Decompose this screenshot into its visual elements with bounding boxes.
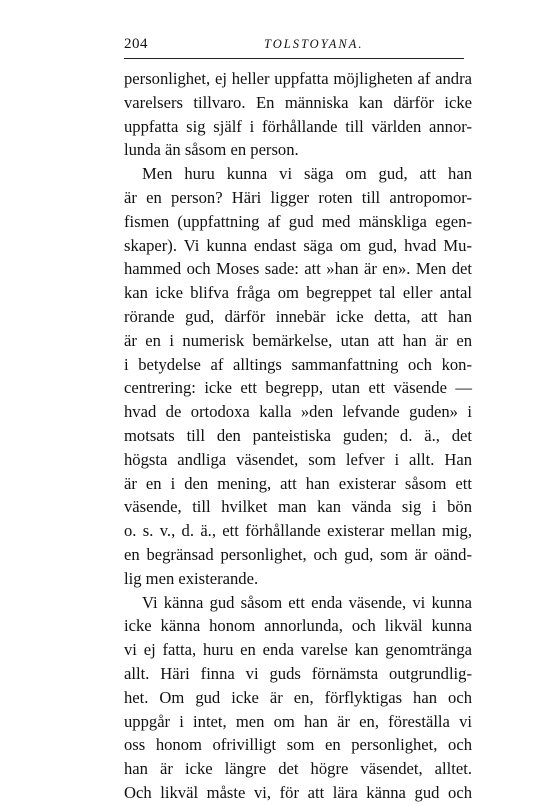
- text-line: hammed och Moses sade: att »han är en». Men det: [124, 259, 472, 279]
- text-line: oss honom ofrivilligt som en personlighet, och: [124, 735, 472, 755]
- page-number: 204: [124, 36, 148, 52]
- running-head: [124, 36, 464, 56]
- text-line: allt. Häri finna vi guds förnämsta outgrundlig-: [124, 663, 472, 683]
- text-line: uppfatta sig själf i förhållande till världen annor-: [124, 116, 472, 136]
- text-line: centrering: icke ett begrepp, utan ett väsende —: [124, 378, 472, 398]
- text-line: o. s. v., d. ä., ett förhållande existerar mellan mig,: [124, 521, 472, 541]
- running-title: TOLSTOYANA.: [264, 37, 364, 51]
- text-line: fismen (uppfattning af gud med mänskliga egen-: [124, 211, 472, 231]
- text-line: är en person? Häri ligger roten till antropomor-: [124, 187, 472, 207]
- text-line: är en i numerisk bemärkelse, utan att han är en: [124, 330, 472, 350]
- text-line: Vi känna gud såsom ett enda väsende, vi kunna: [142, 592, 472, 612]
- text-line: i betydelse af alltings sammanfattning och kon-: [124, 354, 472, 374]
- text-line: en begränsad personlighet, och gud, som är oänd-: [124, 544, 472, 564]
- text-line: väsende, till hvilket man kan vända sig i bön: [124, 497, 472, 517]
- text-line: hvad de ortodoxa kalla »den lefvande guden» i: [124, 402, 472, 422]
- text-line: är en i den mening, att han existerar såsom ett: [124, 473, 472, 493]
- text-line: lig men existerande.: [124, 568, 259, 588]
- body-text: [124, 67, 472, 805]
- header-rule: [124, 58, 464, 59]
- text-line: personlighet, ej heller uppfatta möjligheten af andra: [124, 69, 472, 88]
- text-line: kan icke blifva fråga om begreppet tal eller antal: [124, 283, 472, 303]
- text-line: het. Om gud icke är en, förflyktigas han och: [124, 687, 472, 707]
- text-line: motsats till den panteistiska guden; d. ä., det: [124, 425, 472, 445]
- text-line: varelsers tillvaro. En människa kan därför icke: [124, 92, 472, 112]
- text-line: vi ej fatta, huru en enda varelse kan genomtränga: [124, 640, 472, 660]
- text-line: lunda än såsom en person.: [124, 140, 299, 160]
- text-line: han är icke längre det högre väsendet, alltet.: [124, 759, 472, 779]
- text-line: Och likväl måste vi, för att lära känna gud och: [124, 782, 472, 802]
- text-line: högsta andliga väsendet, som lefver i allt. Han: [124, 449, 472, 469]
- text-line: uppgår i intet, men om han är en, föreställa vi: [124, 711, 472, 731]
- text-line: Men huru kunna vi säga om gud, att han: [142, 164, 472, 184]
- text-line: rörande gud, därför innebär icke detta, att han: [124, 306, 472, 326]
- text-line: skaper). Vi kunna endast säga om gud, hvad Mu-: [124, 235, 472, 255]
- text-line: icke känna honom annorlunda, och likväl kunna: [124, 616, 472, 636]
